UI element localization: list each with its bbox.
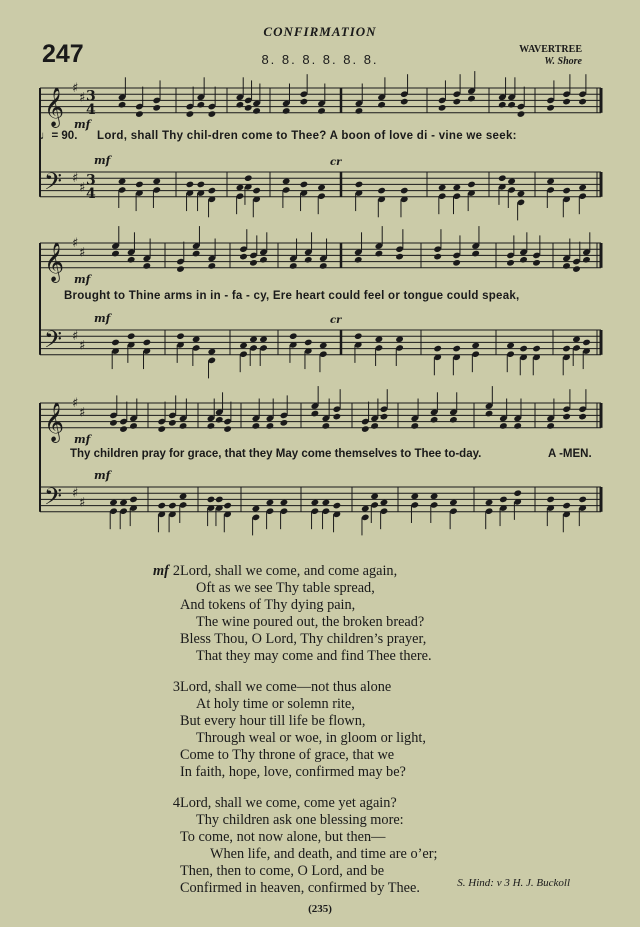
- note-head: [532, 345, 541, 353]
- verse-line: When life, and death, and time are o’er;: [210, 846, 438, 862]
- note-head: [208, 187, 217, 195]
- verse-line: Through weal or woe, in gloom or light,: [196, 730, 426, 746]
- note-head: [498, 174, 507, 182]
- note-head: [244, 104, 253, 112]
- note-head: [400, 98, 409, 106]
- note-head: [168, 502, 177, 510]
- note-head: [300, 181, 309, 189]
- time-signature-top: 3: [86, 88, 96, 105]
- verse-line: But every hour till life be flown,: [180, 713, 366, 729]
- attribution: S. Hind: v 3 H. J. Buckoll: [457, 877, 570, 889]
- tune-composer: W. Shore: [544, 56, 582, 67]
- key-sharp: ♯: [79, 180, 86, 196]
- dynamic-mark: mf: [74, 117, 91, 131]
- note-head: [168, 419, 177, 427]
- key-sharp: ♯: [79, 405, 86, 421]
- note-head: [578, 496, 587, 504]
- note-head: [400, 187, 409, 195]
- tune-name: WAVERTREE: [519, 44, 582, 55]
- verses: [140, 563, 437, 911]
- note-head: [562, 345, 571, 353]
- note-head: [467, 181, 476, 189]
- note-head: [208, 262, 217, 270]
- verse-line: Bless Thou, O Lord, Thy children’s prayer,: [180, 631, 427, 647]
- note-head: [430, 416, 439, 424]
- key-sharp: ♯: [79, 495, 86, 511]
- dynamic-mark: mf: [94, 469, 111, 482]
- treble-clef: 𝄞: [44, 241, 65, 282]
- lyric-line-1: Lord, shall Thy chil-dren come to Thee? A boon of love di - vine we seek:: [97, 130, 517, 142]
- note-head: [259, 256, 268, 264]
- key-sharp: ♯: [72, 329, 79, 345]
- note-head: [119, 425, 128, 433]
- note-head: [207, 422, 216, 430]
- note-head: [449, 416, 458, 424]
- verse-line: Oft as we see Thy table spread,: [196, 580, 375, 596]
- key-sharp: ♯: [79, 90, 86, 106]
- note-head: [135, 110, 144, 118]
- note-head: [223, 425, 232, 433]
- key-sharp: ♯: [72, 486, 79, 502]
- note-head: [179, 422, 188, 430]
- amen-label: A -MEN.: [548, 448, 592, 460]
- note-head: [513, 489, 522, 497]
- verse-line: Then, then to come, O Lord, and be: [180, 863, 385, 879]
- note-head: [111, 250, 120, 258]
- note-head: [186, 110, 195, 118]
- note-head: [208, 110, 217, 118]
- note-head: [127, 332, 136, 340]
- note-head: [322, 422, 331, 430]
- note-head: [572, 265, 581, 273]
- note-head: [192, 250, 201, 258]
- note-head: [370, 422, 379, 430]
- verse-4: [140, 795, 437, 897]
- note-head: [377, 187, 386, 195]
- note-head: [467, 95, 476, 103]
- note-head: [582, 339, 591, 347]
- verse-line: At holy time or solemn rite,: [196, 696, 355, 712]
- time-signature-bottom: 4: [86, 101, 96, 118]
- key-sharp: ♯: [79, 338, 86, 354]
- note-head: [109, 419, 118, 427]
- dynamic-mark: mf: [94, 154, 111, 167]
- note-head: [471, 250, 480, 258]
- verse-line: Come to Thy throne of grace, that we: [180, 747, 395, 763]
- note-head: [562, 502, 571, 510]
- time-signature-top: 3: [86, 172, 96, 189]
- note-head: [129, 496, 138, 504]
- note-head: [519, 345, 528, 353]
- note-head: [355, 107, 364, 115]
- note-head: [135, 181, 144, 189]
- note-head: [197, 181, 206, 189]
- note-head: [433, 345, 442, 353]
- note-head: [152, 104, 161, 112]
- lyric-line-3: Thy children pray for grace, that they May come themselves to Thee to-day.: [70, 448, 482, 460]
- verse-line: To come, not now alone, but then—: [180, 829, 386, 845]
- note-head: [127, 256, 136, 264]
- verse-line: Confirmed in heaven, confirmed by Thee.: [180, 880, 420, 896]
- note-head: [333, 502, 342, 510]
- lyric-line-2: Brought to Thine arms in in - fa - cy, Ere heart could feel or tongue could speak,: [64, 290, 520, 302]
- verse-line: Thy children ask one blessing more:: [196, 812, 404, 828]
- verse-2: [140, 563, 437, 665]
- note-head: [361, 425, 370, 433]
- note-head: [410, 422, 419, 430]
- verse-line: In faith, hope, love, confirmed may be?: [180, 764, 406, 780]
- note-head: [239, 253, 248, 261]
- verse-line: The wine poured out, the broken bread?: [196, 614, 425, 630]
- note-head: [578, 413, 587, 421]
- note-head: [438, 104, 447, 112]
- verse-line: Lord, shall we come, come yet again?: [180, 795, 397, 811]
- note-head: [143, 262, 152, 270]
- note-head: [562, 413, 571, 421]
- verse-number: 3: [172, 679, 180, 695]
- bass-clef: 𝄢: [44, 482, 63, 516]
- note-head: [252, 422, 261, 430]
- note-head: [546, 422, 555, 430]
- note-head: [519, 256, 528, 264]
- note-head: [532, 259, 541, 267]
- note-head: [452, 259, 461, 267]
- note-head: [582, 256, 591, 264]
- note-head: [282, 107, 291, 115]
- note-head: [578, 98, 587, 106]
- note-head: [244, 174, 253, 182]
- note-head: [300, 98, 309, 106]
- note-head: [289, 262, 298, 270]
- dynamic-mark: mf: [74, 272, 91, 286]
- note-head: [517, 110, 526, 118]
- note-head: [395, 253, 404, 261]
- note-head: [266, 422, 275, 430]
- note-head: [562, 262, 571, 270]
- note-head: [546, 496, 555, 504]
- verse-number: 4: [172, 795, 180, 811]
- note-head: [215, 496, 224, 504]
- note-head: [129, 422, 138, 430]
- note-head: [506, 259, 515, 267]
- note-head: [252, 107, 261, 115]
- note-head: [252, 187, 261, 195]
- time-signature-bottom: 4: [86, 185, 96, 202]
- note-head: [143, 339, 152, 347]
- bass-clef: 𝄢: [44, 167, 63, 201]
- note-head: [433, 253, 442, 261]
- key-sharp: ♯: [79, 245, 86, 261]
- note-head: [499, 496, 508, 504]
- note-head: [223, 502, 232, 510]
- note-head: [304, 256, 313, 264]
- note-head: [498, 101, 507, 109]
- cresc-mark: cr: [330, 315, 342, 326]
- note-head: [118, 101, 127, 109]
- note-head: [317, 107, 326, 115]
- note-head: [333, 413, 342, 421]
- verse-line: Lord, shall we come—not thus alone: [180, 679, 392, 695]
- note-head: [249, 259, 258, 267]
- page-number: (235): [308, 903, 332, 915]
- key-sharp: ♯: [72, 81, 79, 96]
- verse-line: And tokens of Thy dying pain,: [180, 597, 356, 613]
- note-head: [157, 502, 166, 510]
- note-head: [513, 422, 522, 430]
- note-head: [380, 413, 389, 421]
- verse-number: 2: [172, 563, 180, 579]
- tempo-marking: ♩= 90.: [40, 130, 78, 142]
- note-head: [157, 425, 166, 433]
- note-head: [215, 416, 224, 424]
- verse-line: That they may come and find Thee there.: [196, 648, 432, 664]
- meter: 8. 8. 8. 8. 8. 8.: [261, 52, 379, 67]
- note-head: [207, 496, 216, 504]
- note-head: [236, 101, 245, 109]
- note-head: [485, 410, 494, 418]
- note-head: [546, 104, 555, 112]
- key-sharp: ♯: [72, 236, 79, 251]
- dynamic-mark: mf: [94, 312, 111, 325]
- note-head: [354, 256, 363, 264]
- note-head: [111, 339, 120, 347]
- note-head: [507, 101, 516, 109]
- note-head: [377, 101, 386, 109]
- verse-line: Lord, shall we come, and come again,: [180, 563, 398, 579]
- note-head: [176, 332, 185, 340]
- note-head: [562, 98, 571, 106]
- note-head: [197, 101, 206, 109]
- treble-clef: 𝄞: [44, 86, 65, 127]
- note-head: [311, 410, 320, 418]
- note-head: [289, 332, 298, 340]
- note-head: [186, 181, 195, 189]
- bass-clef: 𝄢: [44, 325, 63, 359]
- verse-3: [140, 679, 437, 781]
- page-heading: CONFIRMATION: [263, 24, 377, 39]
- note-head: [355, 181, 364, 189]
- key-sharp: ♯: [72, 396, 79, 411]
- note-head: [562, 187, 571, 195]
- cresc-mark: cr: [330, 157, 342, 168]
- note-head: [375, 250, 384, 258]
- key-sharp: ♯: [72, 171, 79, 187]
- note-head: [176, 265, 185, 273]
- note-head: [452, 98, 461, 106]
- note-head: [499, 422, 508, 430]
- note-head: [319, 262, 328, 270]
- note-head: [354, 332, 363, 340]
- dynamic-mark: mf: [74, 432, 91, 446]
- treble-clef: 𝄞: [44, 401, 65, 442]
- note-head: [304, 339, 313, 347]
- note-head: [280, 419, 289, 427]
- note-head: [452, 345, 461, 353]
- hymn-number: 247: [42, 40, 84, 68]
- verse-dynamic: mf: [152, 563, 169, 579]
